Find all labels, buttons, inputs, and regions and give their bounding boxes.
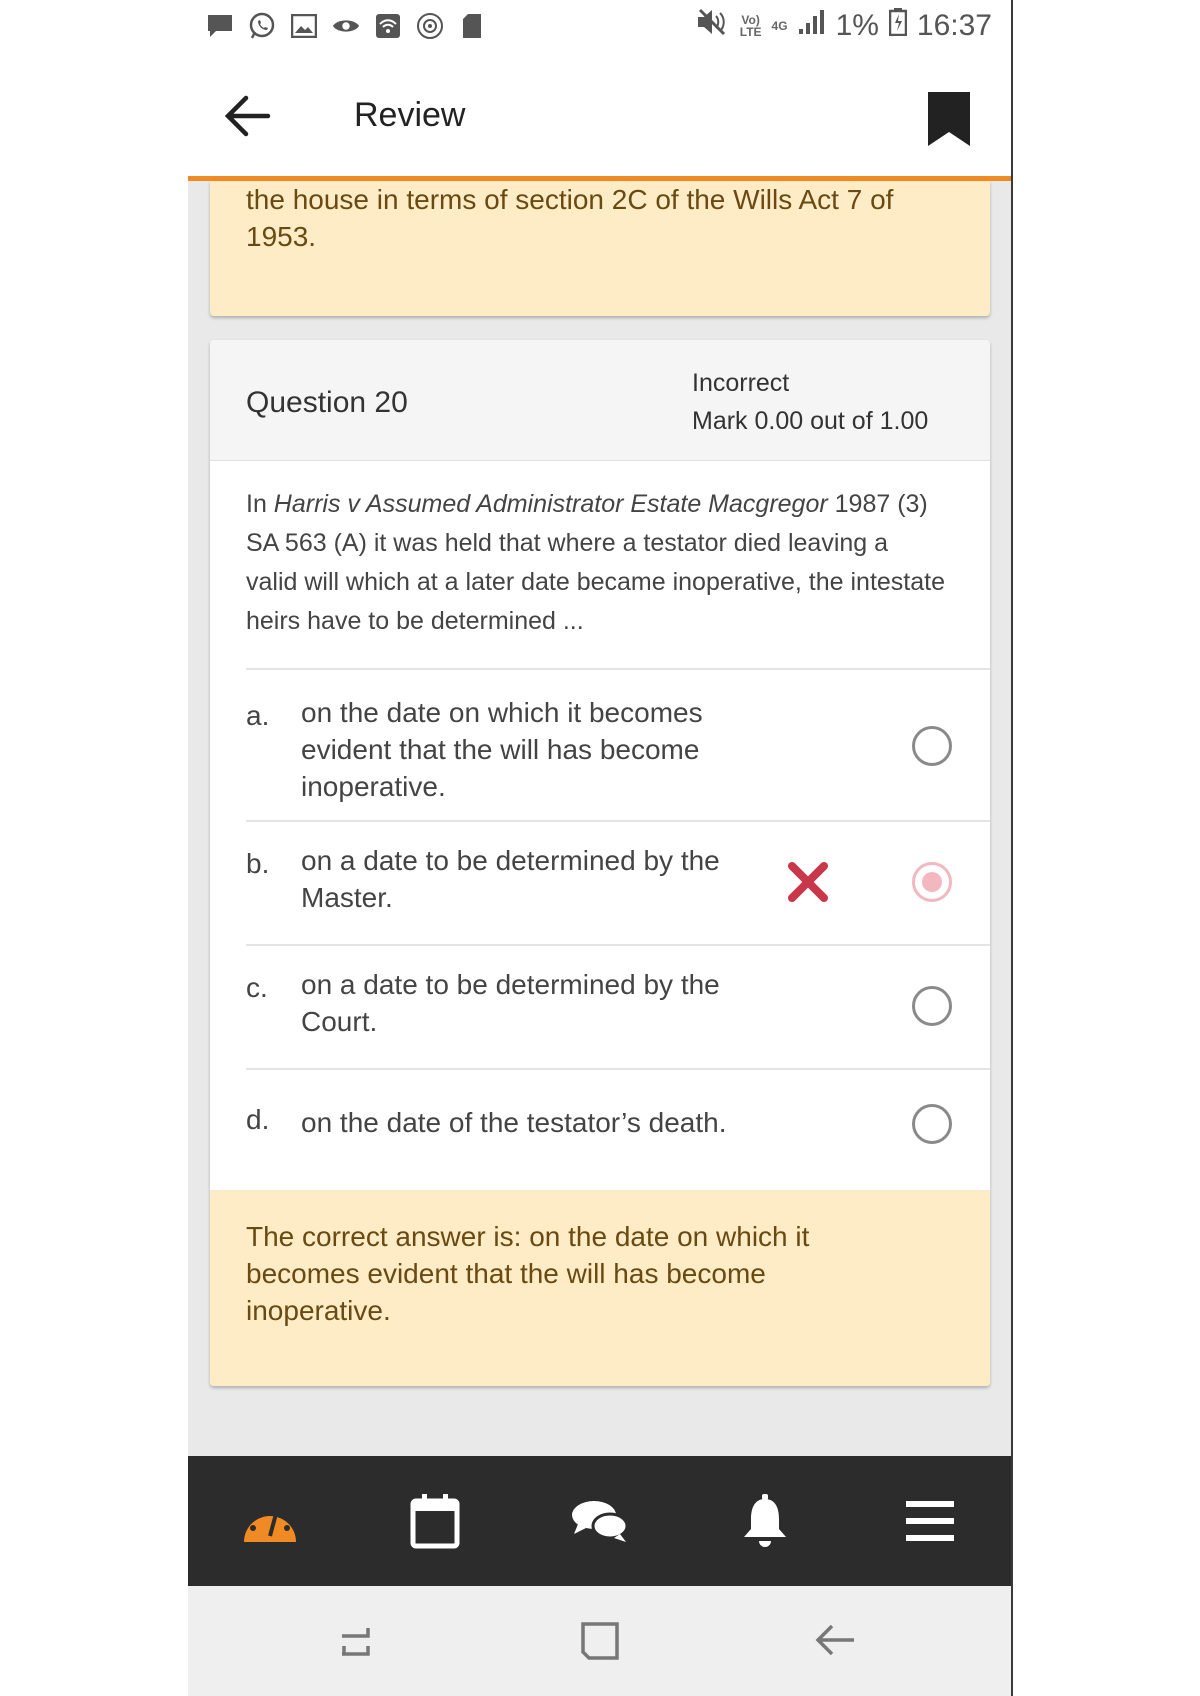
nav-messages[interactable]	[518, 1456, 683, 1586]
sd-card-icon	[458, 12, 486, 40]
option-d-radio[interactable]	[912, 1104, 952, 1144]
status-bar	[188, 0, 1012, 56]
answer-option-a[interactable]	[246, 668, 990, 820]
nav-dashboard[interactable]	[188, 1456, 353, 1586]
page-title: Review	[354, 96, 466, 134]
answer-option-b[interactable]	[246, 820, 990, 944]
question-mark: Mark 0.00 out of 1.00	[692, 407, 929, 435]
volte-indicator	[740, 14, 762, 38]
signal-icon	[798, 9, 826, 43]
phone-edge	[1011, 0, 1013, 1696]
answer-option-d[interactable]	[246, 1068, 990, 1192]
app-bar	[188, 56, 1012, 176]
question-text-prefix: In	[246, 490, 274, 518]
option-letter: b.	[246, 848, 270, 879]
bookmark-icon	[926, 90, 972, 148]
gallery-icon	[290, 12, 318, 40]
system-back-button[interactable]	[810, 1616, 860, 1666]
nav-calendar[interactable]	[353, 1456, 518, 1586]
messages-icon	[570, 1498, 630, 1544]
volte-label-top: Vo)	[741, 13, 760, 27]
wifi-icon	[374, 12, 402, 40]
option-text: on the date of the testator’s death.	[301, 1107, 727, 1138]
battery-icon	[889, 8, 907, 44]
incorrect-x-icon	[786, 860, 830, 904]
calendar-icon	[410, 1493, 460, 1549]
target-icon	[416, 12, 444, 40]
bottom-nav	[188, 1456, 1012, 1586]
nav-menu[interactable]	[847, 1456, 1012, 1586]
whatsapp-icon	[248, 12, 276, 40]
dashboard-icon	[240, 1498, 300, 1544]
home-button[interactable]	[575, 1616, 625, 1666]
recent-apps-icon	[332, 1616, 382, 1666]
question-text-suffix: 1987 (3) SA 563 (A) it was held that where a testator died leaving a valid will which at a later date became inoperative, the intestate heirs have to be determined ...	[246, 490, 945, 635]
question-state	[692, 364, 928, 440]
volte-label-bottom: LTE	[739, 25, 762, 39]
option-letter: d.	[246, 1104, 270, 1135]
question-number: Question 20	[246, 386, 408, 419]
option-a-radio[interactable]	[912, 726, 952, 766]
option-c-radio[interactable]	[912, 986, 952, 1026]
system-back-icon	[810, 1616, 860, 1666]
back-button[interactable]	[224, 94, 272, 138]
menu-icon	[905, 1499, 955, 1543]
option-letter: a.	[246, 700, 270, 731]
arrow-left-icon	[224, 94, 272, 138]
eye-icon	[332, 12, 360, 40]
battery-percent: 1%	[835, 9, 879, 42]
option-b-radio[interactable]	[912, 862, 952, 902]
clock: 16:37	[916, 9, 992, 42]
correct-answer-feedback	[210, 1190, 990, 1386]
option-text: on the date on which it becomes evident that the will has become inoperative.	[301, 697, 703, 802]
case-name: Harris v Assumed Administrator Estate Macgregor	[273, 490, 828, 518]
phone-screen	[188, 0, 1012, 1696]
question-card	[210, 340, 990, 1386]
home-icon	[575, 1616, 625, 1666]
question-header	[210, 340, 990, 461]
previous-feedback-card	[210, 181, 990, 316]
answer-option-c[interactable]	[246, 944, 990, 1068]
previous-feedback-text: the house in terms of section 2C of the Wills Act 7 of 1953.	[246, 184, 894, 252]
question-status: Incorrect	[692, 369, 790, 397]
chat-bubble-icon	[206, 12, 234, 40]
question-text	[246, 485, 946, 641]
option-text: on a date to be determined by the Master.	[301, 845, 720, 913]
system-nav-bar	[188, 1586, 1012, 1696]
nav-notifications[interactable]	[682, 1456, 847, 1586]
option-letter: c.	[246, 972, 268, 1003]
option-text: on a date to be determined by the Court.	[301, 969, 720, 1037]
correct-answer-text: The correct answer is: on the date on which it becomes evident that the will has become inoperative.	[246, 1221, 810, 1326]
notifications-icon	[741, 1493, 789, 1549]
network-type: 4G	[771, 19, 788, 33]
recent-apps-button[interactable]	[332, 1616, 382, 1666]
mute-icon	[696, 8, 730, 44]
bookmark-button[interactable]	[926, 90, 972, 148]
